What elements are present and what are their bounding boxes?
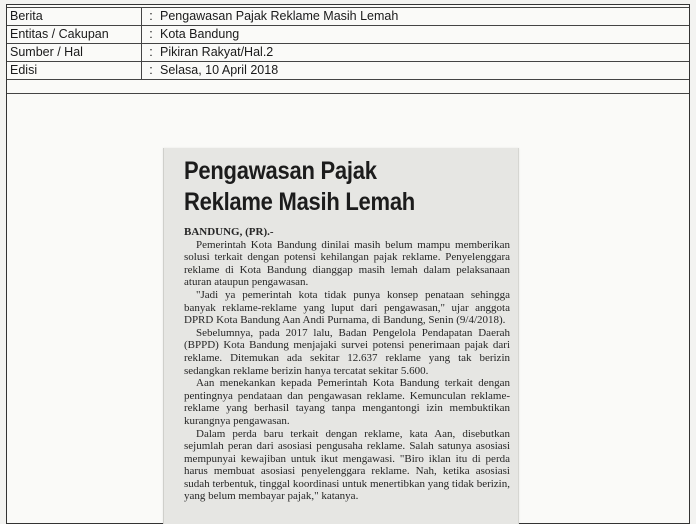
meta-row-edisi [7, 61, 689, 80]
article-paragraph: Sebelumnya, pada 2017 lalu, Badan Pengelola Pendapatan Daerah (BPPD) Kota Bandung menjajaki survei potensi penerimaan pajak dari reklame. Ditemukan ada sekitar 12.637 reklame yang tak berizin sedangkan reklame berizin hanya tercatat sekitar 5.600. [184, 326, 510, 377]
meta-separator: : [149, 9, 153, 23]
article-paragraph: "Jadi ya pemerintah kota tidak punya konsep penataan sehingga banyak reklame-reklame yang luput dari pengawasan," ujar anggota DPRD Kota Bandung Aan Andi Purnama, di Bandung, Senin (9/4/2018). [184, 288, 510, 327]
article-dateline: BANDUNG, (PR).- [184, 226, 274, 238]
meta-separator: : [149, 27, 153, 41]
meta-value: Selasa, 10 April 2018 [160, 63, 279, 77]
meta-label: Berita [7, 8, 142, 25]
meta-separator: : [149, 45, 153, 59]
headline-line-2: Reklame Masih Lemah [184, 188, 415, 216]
metadata-table [7, 7, 689, 80]
article-paragraph: Dalam perda baru terkait dengan reklame, kata Aan, disebutkan sejumlah peran dari asosiasi pengusaha reklame. Salah satunya asosiasi mempunyai kewajiban untuk ikut mengawasi. "Biro iklan itu di perda harus membuat asosiasi penyelenggara reklame. Nah, ketika asosiasi sudah terbentuk, tinggal koordinasi untuk menertibkan yang tidak berizin, yang belum membayar pajak," katanya. [184, 427, 510, 503]
meta-value: Kota Bandung [160, 27, 240, 41]
meta-value: Pikiran Rakyat/Hal.2 [160, 45, 274, 59]
meta-row-entitas [7, 25, 689, 44]
clipping-content [184, 156, 510, 503]
meta-value: Pengawasan Pajak Reklame Masih Lemah [160, 9, 399, 23]
meta-row-berita [7, 7, 689, 26]
meta-row-sumber [7, 43, 689, 62]
meta-label: Sumber / Hal [7, 44, 142, 61]
article-headline [184, 156, 471, 218]
article-paragraph: Pemerintah Kota Bandung dinilai masih belum mampu memberikan solusi terkait dengan potensi kehilangan pajak reklame. Penyelenggara reklame di Kota Bandung dianggap masih lemah dalam pelaksanaan aturan ataupun pengawasan. [184, 238, 510, 289]
article-paragraph: Aan menekankan kepada Pemerintah Kota Bandung terkait dengan pentingnya pendataan dan pengawasan reklame. Kemunculan reklame-reklame yang berhasil tayang tanpa mengantongi izin membuktikan kurangnya pengawasan. [184, 377, 510, 427]
meta-separator: : [149, 63, 153, 77]
meta-label: Entitas / Cakupan [7, 26, 142, 43]
article-body [184, 226, 510, 503]
newspaper-clipping [163, 148, 519, 524]
headline-line-1: Pengawasan Pajak [184, 157, 377, 185]
meta-label: Edisi [7, 62, 142, 79]
